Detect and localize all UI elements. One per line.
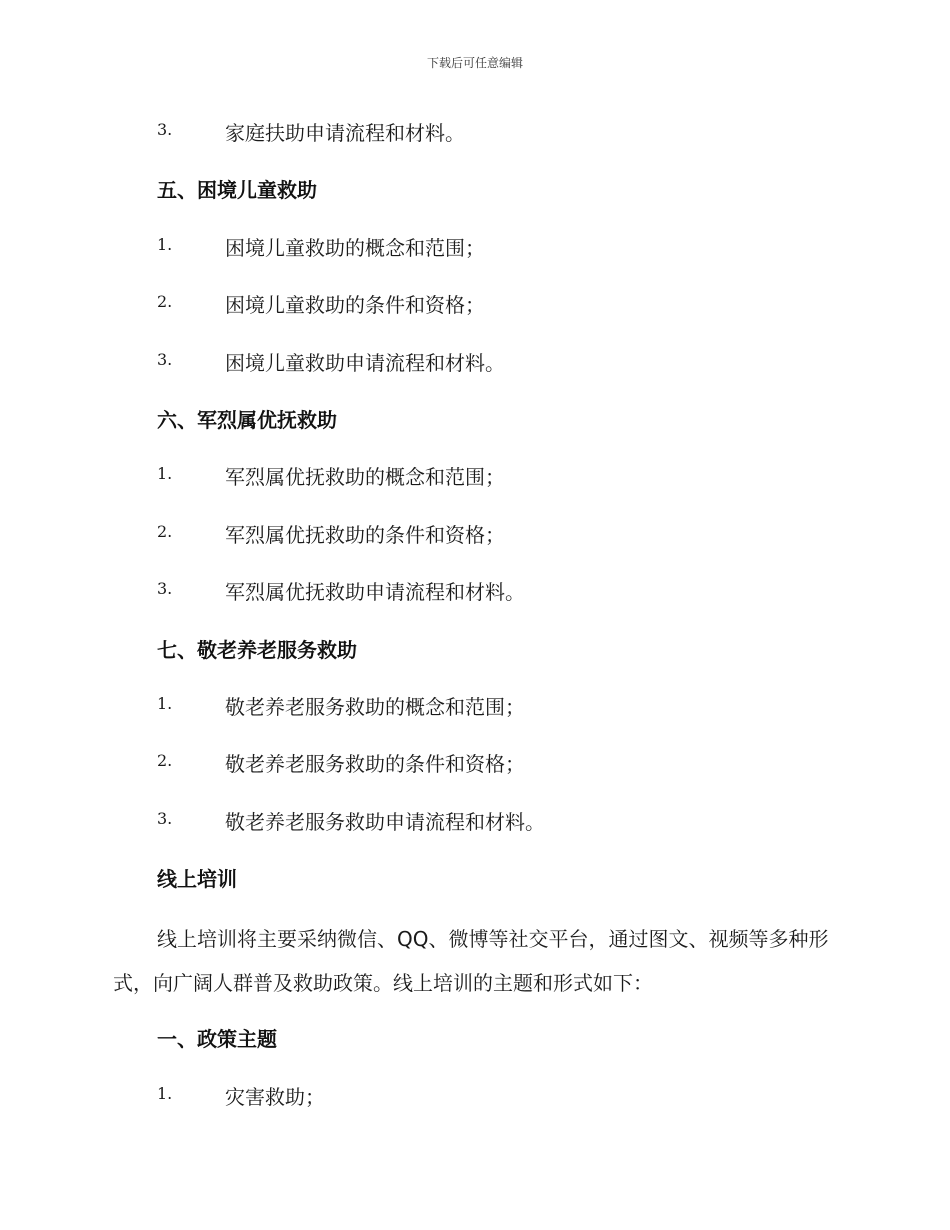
list-item: [0, 686, 950, 743]
list-text: 军烈属优抚救助的概念和范围；: [225, 465, 505, 490]
list-number: 1.: [157, 1083, 173, 1103]
list-item: [0, 112, 950, 169]
section-heading: [0, 629, 950, 686]
heading-text: 六、军烈属优抚救助: [157, 407, 337, 432]
list-text: 家庭扶助申请流程和材料。: [225, 121, 465, 145]
list-item: [0, 227, 950, 284]
heading-text: 线上培训: [157, 867, 237, 892]
list-number: 1.: [157, 464, 173, 484]
list-item: [0, 743, 950, 800]
list-number: 1.: [157, 693, 173, 713]
list-text: 困境儿童救助的条件和资格；: [225, 293, 485, 318]
list-item: [0, 801, 950, 858]
heading-text: 五、困境儿童救助: [157, 178, 317, 203]
list-text: 敬老养老服务救助的条件和资格；: [225, 752, 525, 777]
body-paragraph: 线上培训将主要采纳微信、QQ、微博等社交平台，通过图文、视频等多种形式，向广阔人群普及救助政策。线上培训的主题和形式如下：: [113, 927, 829, 996]
list-text: 军烈属优抚救助申请流程和材料。: [225, 580, 525, 605]
document-body: [0, 112, 950, 1133]
page-header: 下载后可任意编辑: [426, 56, 523, 70]
list-item: [0, 342, 950, 399]
list-item: [0, 571, 950, 628]
list-number: 3.: [157, 808, 173, 828]
list-text: 困境儿童救助的概念和范围；: [225, 235, 485, 260]
section-heading: [0, 169, 950, 226]
list-item: [0, 456, 950, 513]
list-number: 1.: [157, 234, 173, 254]
list-text: 困境儿童救助申请流程和材料。: [225, 350, 505, 375]
heading-text: 一、政策主题: [157, 1027, 277, 1052]
list-text: 敬老养老服务救助的概念和范围；: [225, 694, 525, 719]
list-text: 军烈属优抚救助的条件和资格；: [225, 522, 505, 547]
list-text: 敬老养老服务救助申请流程和材料。: [225, 809, 545, 834]
list-item: [0, 284, 950, 341]
list-number: 2.: [157, 292, 173, 312]
list-number: 2.: [157, 521, 173, 541]
section-heading: [0, 1018, 950, 1075]
list-item: [0, 1076, 950, 1133]
section-heading: [0, 399, 950, 456]
list-text: 灾害救助；: [225, 1084, 325, 1109]
list-number: 3.: [157, 579, 173, 599]
section-heading: [0, 858, 950, 915]
list-number: 3.: [157, 349, 173, 369]
list-number: 2.: [157, 751, 173, 771]
heading-text: 七、敬老养老服务救助: [157, 637, 357, 662]
list-number: 3.: [157, 120, 173, 139]
list-item: [0, 514, 950, 571]
